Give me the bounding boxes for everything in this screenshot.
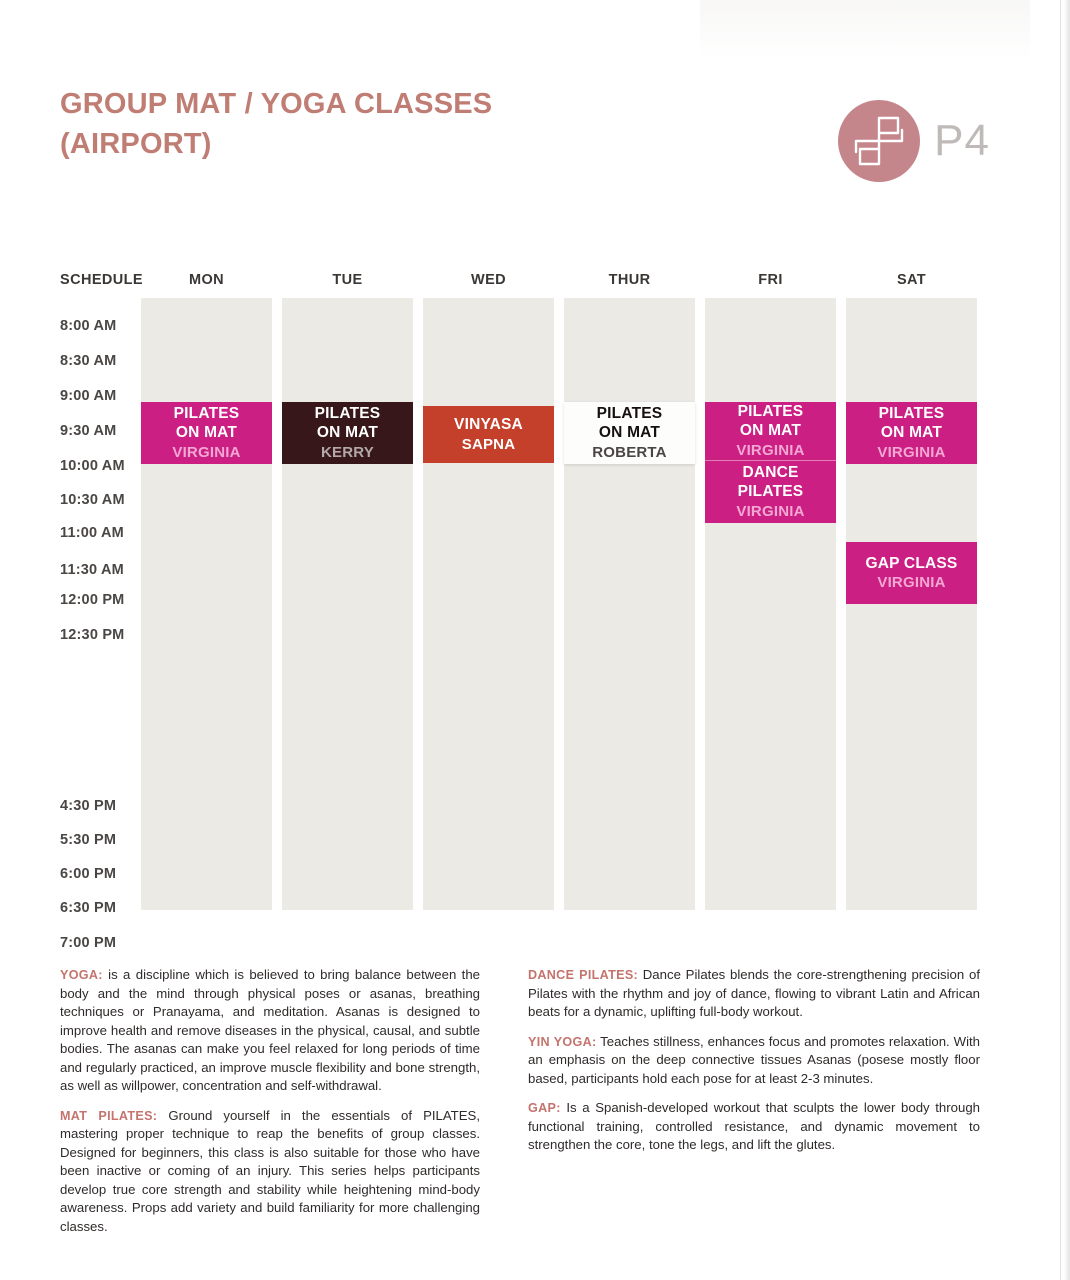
description-term: DANCE PILATES: bbox=[528, 968, 639, 982]
class-block[interactable] bbox=[141, 402, 272, 464]
class-instructor: VIRGINIA bbox=[877, 574, 946, 592]
page-right-edge-line bbox=[1060, 0, 1061, 1280]
class-name-line-1: PILATES bbox=[314, 404, 381, 422]
column-header-schedule: SCHEDULE bbox=[60, 272, 143, 288]
brand-text: P4 bbox=[934, 116, 990, 165]
class-name-line-2: PILATES bbox=[737, 483, 804, 501]
time-label: 7:00 PM bbox=[60, 935, 117, 951]
column-header-thur: THUR bbox=[608, 272, 651, 288]
pinwheel-circle-logo-icon bbox=[838, 100, 920, 182]
description-body: Ground yourself in the essentials of PILATES, mastering proper technique to reap the benefits of group classes. Designed for beginners, this class is also suitable for those who have been inactive or coming of an injury. This series helps participants develop true core strength and stability while heightening mind-body awareness. Props add variety and build familiarity for more challenging classes. bbox=[60, 1107, 480, 1234]
description-body: Is a Spanish-developed workout that sculpts the lower body through functional training, controlled resistance, and dynamic movement to strengthen the core, tone the legs, and lift the glutes. bbox=[528, 1100, 980, 1152]
class-name-line-1: DANCE bbox=[742, 463, 799, 481]
schedule-column-headers bbox=[60, 272, 978, 298]
column-header-wed: WED bbox=[470, 272, 507, 288]
class-block[interactable] bbox=[423, 406, 554, 463]
time-label: 10:00 AM bbox=[60, 458, 125, 474]
class-instructor: VIRGINIA bbox=[172, 444, 241, 462]
day-column-thur bbox=[564, 298, 695, 910]
column-header-sat: SAT bbox=[896, 272, 927, 288]
time-label: 8:00 AM bbox=[60, 318, 117, 334]
description-paragraph bbox=[528, 1099, 980, 1155]
time-label: 11:00 AM bbox=[60, 525, 124, 541]
column-header-mon: MON bbox=[188, 272, 225, 288]
class-name-line-2: ON MAT bbox=[175, 424, 238, 442]
day-column-fri bbox=[705, 298, 836, 910]
time-label: 12:30 PM bbox=[60, 627, 125, 643]
class-instructor: VIRGINIA bbox=[736, 503, 805, 521]
class-name-line-2: ON MAT bbox=[598, 424, 661, 442]
document-header bbox=[60, 84, 990, 194]
schedule-grid bbox=[60, 272, 978, 951]
description-paragraph bbox=[528, 1033, 980, 1089]
description-term: YOGA: bbox=[60, 968, 103, 982]
class-name-line-2: ON MAT bbox=[316, 424, 379, 442]
class-instructor: ROBERTA bbox=[592, 444, 667, 462]
description-paragraph bbox=[60, 1107, 480, 1237]
schedule-body bbox=[60, 298, 978, 951]
class-block[interactable] bbox=[705, 402, 836, 460]
class-block[interactable] bbox=[846, 542, 977, 604]
page-title bbox=[60, 84, 620, 164]
day-column-sat bbox=[846, 298, 977, 910]
day-column-tue bbox=[282, 298, 413, 910]
class-name-line-1: PILATES bbox=[878, 404, 945, 422]
class-name-line-1: VINYASA bbox=[454, 416, 523, 434]
description-body: is a discipline which is believed to bring balance between the body and the mind through physical poses or asanas, breathing techniques or Pranayama, and meditation. Asanas is designed to improve health and remove diseases in the physical, causal, and subtle bodies. The asanas can make you feel relaxed for long periods of time and regularly practiced, an improve muscle flexibility and bone strength, as well as willpower, concentration and self-withdrawal. bbox=[60, 967, 480, 1093]
page-right-edge bbox=[1060, 0, 1070, 1280]
class-instructor: KERRY bbox=[321, 444, 374, 462]
description-column-left bbox=[60, 966, 480, 1236]
time-label: 8:30 AM bbox=[60, 353, 117, 369]
class-block[interactable] bbox=[846, 402, 977, 464]
description-body: Teaches stillness, enhances focus and promotes relaxation. With an emphasis on the deep connective tissues Asanas (posese mostly floor based, participants hold each pose for at least 2-3 minutes. bbox=[528, 1033, 980, 1086]
class-instructor: VIRGINIA bbox=[736, 442, 805, 460]
class-block[interactable] bbox=[282, 402, 413, 464]
time-label: 12:00 PM bbox=[60, 592, 125, 608]
day-column-mon bbox=[141, 298, 272, 910]
class-name-line-1: PILATES bbox=[173, 404, 240, 422]
class-name-line-2: ON MAT bbox=[880, 424, 943, 442]
time-label: 9:30 AM bbox=[60, 423, 117, 439]
time-label: 5:30 PM bbox=[60, 832, 117, 848]
class-name-line-1: PILATES bbox=[596, 404, 663, 422]
time-label: 10:30 AM bbox=[60, 492, 125, 508]
description-term: GAP: bbox=[528, 1101, 561, 1115]
page-title-line-1: GROUP MAT / YOGA CLASSES bbox=[60, 88, 493, 120]
time-label: 6:30 PM bbox=[60, 900, 117, 916]
description-term: YIN YOGA: bbox=[528, 1034, 597, 1049]
class-descriptions bbox=[60, 966, 980, 1236]
class-name-line-1: PILATES bbox=[737, 402, 804, 420]
brand-lockup bbox=[838, 100, 990, 182]
page-title-line-2: (AIRPORT) bbox=[60, 128, 212, 161]
description-paragraph bbox=[528, 966, 980, 1022]
time-label: 11:30 AM bbox=[60, 562, 124, 578]
time-label: 9:00 AM bbox=[60, 388, 117, 404]
class-name-line-1: GAP CLASS bbox=[865, 554, 958, 572]
class-name-line-2: ON MAT bbox=[739, 422, 802, 440]
description-term: MAT PILATES: bbox=[60, 1108, 158, 1123]
time-label: 4:30 PM bbox=[60, 798, 117, 814]
class-instructor: VIRGINIA bbox=[877, 444, 946, 462]
day-column-wed bbox=[423, 298, 554, 910]
description-column-right bbox=[528, 966, 980, 1236]
class-instructor: SAPNA bbox=[461, 435, 516, 453]
description-paragraph bbox=[60, 966, 480, 1096]
column-header-tue: TUE bbox=[332, 272, 363, 288]
description-body: Dance Pilates blends the core-strengthening precision of Pilates with the rhythm and joy of dance, flowing to vibrant Latin and African beats for a dynamic, uplifting full-body workout. bbox=[528, 967, 980, 1019]
class-block[interactable] bbox=[564, 402, 695, 464]
class-block[interactable] bbox=[705, 460, 836, 523]
column-header-fri: FRI bbox=[758, 272, 783, 288]
page-top-smudge bbox=[700, 0, 1030, 60]
time-label: 6:00 PM bbox=[60, 866, 117, 882]
